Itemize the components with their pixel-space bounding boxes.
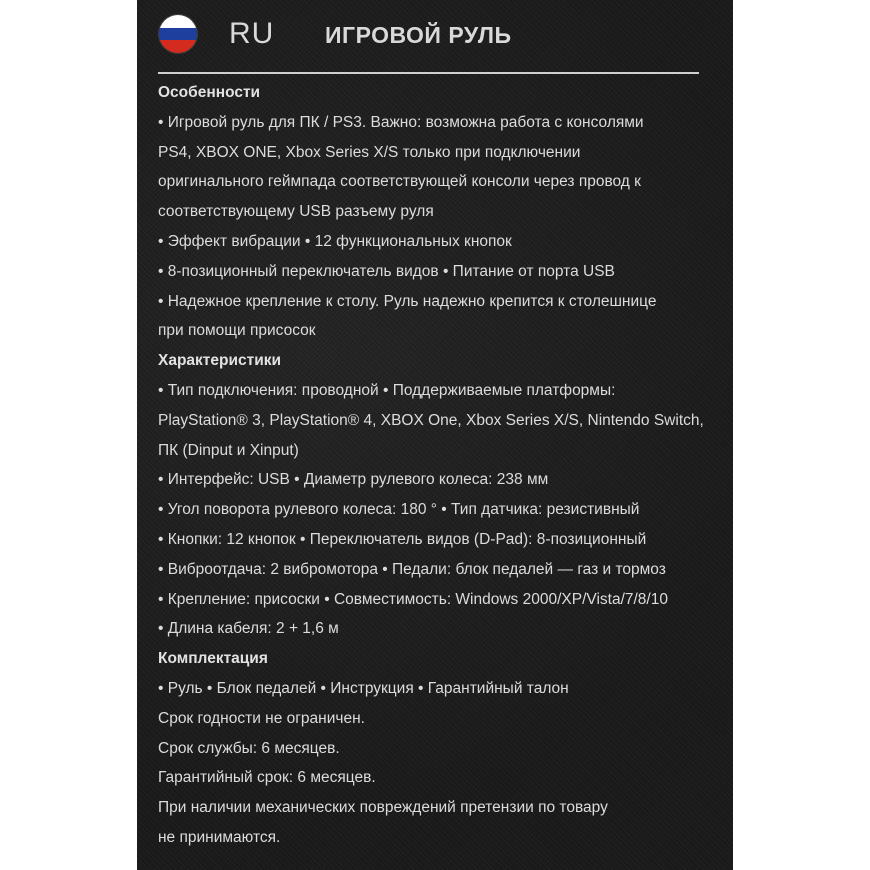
section-heading-features: Особенности — [158, 84, 261, 101]
features-line: соответствующему USB разъему руля — [158, 203, 434, 221]
page-title: ИГРОВОЙ РУЛЬ — [325, 22, 512, 48]
specs-line: • Виброотдача: 2 вибромотора • Педали: блок педалей — газ и тормоз — [158, 560, 666, 578]
section-heading-package: Комплектация — [158, 650, 268, 668]
package-line: не принимаются. — [158, 828, 281, 846]
specs-line: • Длина кабеля: 2 + 1,6 м — [158, 620, 339, 638]
section-heading-specs: Характеристики — [158, 352, 282, 370]
features-line: • Надежное крепление к столу. Руль надежно крепится к столешнице — [158, 292, 657, 310]
package-line: Срок службы: 6 месяцев. — [158, 739, 340, 757]
header — [137, 0, 733, 72]
flag-stripe-blue — [159, 28, 197, 41]
specs-line: • Крепление: присоски • Совместимость: Windows 2000/XP/Vista/7/8/10 — [158, 590, 668, 608]
flag-stripe-red — [159, 40, 197, 53]
header-divider — [158, 72, 699, 74]
russia-flag-icon — [159, 15, 197, 53]
specs-line: PlayStation® 3, PlayStation® 4, XBOX One, Xbox Series X/S, Nintendo Switch, — [158, 411, 704, 429]
specs-line: • Тип подключения: проводной • Поддерживаемые платформы: — [158, 381, 616, 399]
features-line: оригинального геймпада соответствующей консоли через провод к — [158, 173, 641, 191]
features-line: PS4, XBOX ONE, Xbox Series X/S только при подключении — [158, 143, 581, 161]
specs-line: • Кнопки: 12 кнопок • Переключатель видов (D-Pad): 8-позиционный — [158, 530, 647, 548]
specs-line: • Интерфейс: USB • Диаметр рулевого колеса: 238 мм — [158, 471, 549, 489]
document-page — [137, 0, 733, 870]
package-line: Срок годности не ограничен. — [158, 709, 365, 727]
features-line: • Эффект вибрации • 12 функциональных кнопок — [158, 232, 512, 250]
specs-line: ПК (Dinput и Xinput) — [158, 441, 299, 459]
features-line: • Игровой руль для ПК / PS3. Важно: возможна работа с консолями — [158, 113, 644, 131]
package-line: Гарантийный срок: 6 месяцев. — [158, 769, 376, 787]
specs-line: • Угол поворота рулевого колеса: 180 ° • Тип датчика: резистивный — [158, 501, 640, 519]
document-body — [158, 78, 718, 853]
features-line: при помощи присосок — [158, 322, 316, 340]
package-line: При наличии механических повреждений претензии по товару — [158, 799, 608, 817]
flag-stripe-white — [159, 15, 197, 28]
features-line: • 8-позиционный переключатель видов • Питание от порта USB — [158, 262, 615, 280]
package-line: • Руль • Блок педалей • Инструкция • Гарантийный талон — [158, 679, 569, 697]
language-code: RU — [229, 17, 275, 50]
